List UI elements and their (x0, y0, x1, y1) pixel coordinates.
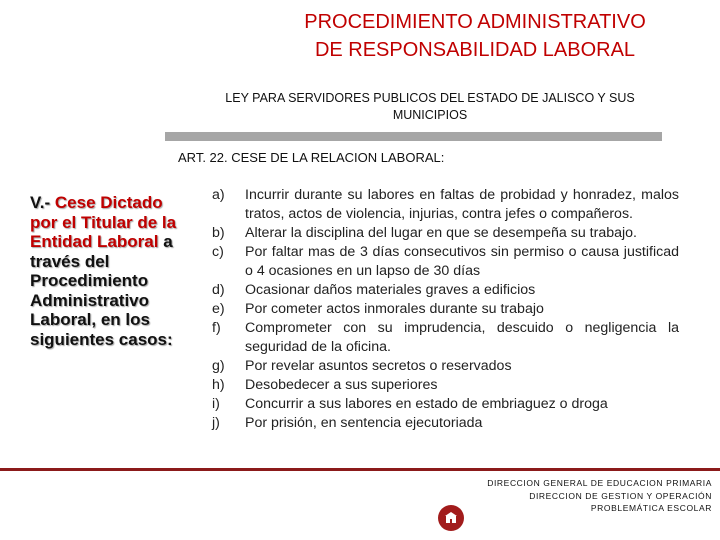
section-divider (165, 132, 662, 141)
list-item-text: Incurrir durante su labores en faltas de probidad y honradez, malos tratos, actos de violencia, injurias, contra jefes o compañeros. (245, 187, 679, 222)
footer-line-3: PROBLEMÁTICA ESCOLAR (590, 503, 712, 513)
left-panel (30, 193, 180, 349)
list-item-text: Comprometer con su imprudencia, descuido o negligencia la seguridad de la oficina. (245, 320, 679, 355)
footer-line-1: DIRECCION GENERAL DE EDUCACION PRIMARIA (487, 478, 712, 488)
list-item (212, 376, 679, 395)
list-item (212, 300, 679, 319)
subtitle-line-1: LEY PARA SERVIDORES PUBLICOS DEL ESTADO DE JALISCO Y SUS (225, 91, 635, 105)
list-marker: i) (212, 396, 220, 412)
footer-line-2: DIRECCION DE GESTION Y OPERACIÓN (529, 490, 712, 501)
list-item-text: Por revelar asuntos secretos o reservados (245, 358, 512, 374)
list-item (212, 186, 679, 224)
list-item (212, 281, 679, 300)
list-item (212, 319, 679, 357)
list-marker: a) (212, 187, 225, 203)
footer-divider (0, 468, 720, 471)
list-marker: b) (212, 225, 225, 241)
list-marker: j) (212, 415, 220, 431)
list-item (212, 243, 679, 281)
list-marker: c) (212, 244, 224, 260)
list-marker: e) (212, 301, 225, 317)
list-item (212, 395, 679, 414)
left-panel-prefix: V.- (30, 193, 55, 212)
list-item-text: Ocasionar daños materiales graves a edificios (245, 282, 536, 298)
list-item-text: Desobedecer a sus superiores (245, 377, 438, 393)
list-marker: g) (212, 358, 225, 374)
law-subtitle (180, 90, 680, 124)
list-item (212, 224, 679, 243)
list-item-text: Por faltar mas de 3 días consecutivos sin permiso o causa justificad o 4 ocasiones en un lapso de 30 días (245, 244, 679, 279)
causes-list (212, 186, 679, 433)
list-marker: f) (212, 320, 221, 336)
list-item (212, 414, 679, 433)
article-heading: ART. 22. CESE DE LA RELACION LABORAL: (178, 150, 445, 165)
title-line-2: DE RESPONSABILIDAD LABORAL (314, 39, 636, 61)
list-marker: h) (212, 377, 225, 393)
list-item (212, 357, 679, 376)
subtitle-line-2: MUNICIPIOS (392, 108, 468, 122)
list-item-text: Alterar la disciplina del lugar en que se desempeña su trabajo. (245, 225, 637, 241)
list-item-text: Concurrir a sus labores en estado de embriaguez o droga (245, 396, 608, 412)
footer-credits (452, 477, 712, 515)
list-item-text: Por cometer actos inmorales durante su trabajo (245, 301, 544, 317)
list-item-text: Por prisión, en sentencia ejecutoriada (245, 415, 483, 431)
left-panel-rest: a través del Procedimiento Administrativo Laboral, en los siguientes casos: (30, 232, 173, 349)
title-line-1: PROCEDIMIENTO ADMINISTRATIVO (304, 11, 646, 33)
page-title (240, 8, 710, 64)
left-panel-highlight: Cese Dictado por el Titular de la Entidad Laboral (30, 193, 177, 251)
list-marker: d) (212, 282, 225, 298)
